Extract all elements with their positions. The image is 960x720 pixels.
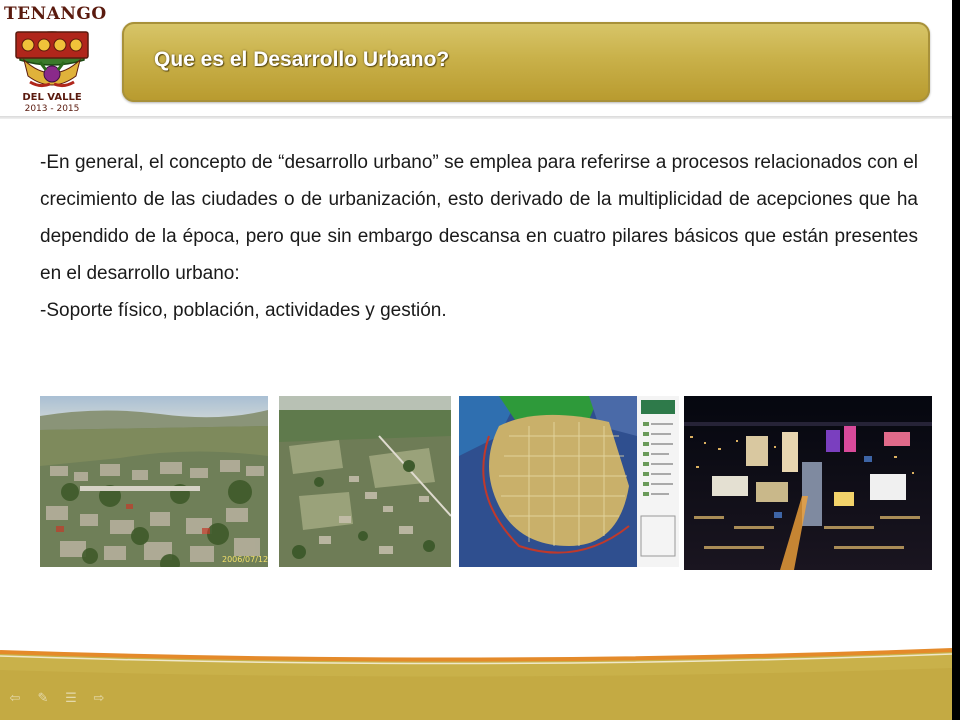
previous-slide-icon[interactable]: ⇦ [9,691,21,706]
next-slide-icon[interactable]: ⇨ [93,691,105,706]
footer-decorative-band [0,640,952,720]
logo-bottom-text: DEL VALLE [22,92,82,103]
aerial-city-valley-photo [40,396,268,567]
slideshow-controls [6,690,108,708]
slide-menu-icon[interactable]: ☰ [65,691,77,706]
aerial-town-fields-photo [279,396,451,567]
slide-body [40,144,918,329]
window-edge [952,0,960,720]
pen-tool-icon[interactable]: ✎ [37,691,49,706]
photo-timestamp: 2006/07/12 [222,555,268,564]
logo-years-text: 2013 - 2015 [24,104,80,114]
body-paragraph-1: -En general, el concepto de “desarrollo urbano” se emplea para referirse a procesos relacionados con el crecimiento de las ciudades o de urbanización, esto derivado de la multiplicidad de acepciones que ha dependido de la época, pero que sin embargo descansa en cuatro pilares básicos que están presentes en el desarrollo urbano: [40,152,918,284]
night-city-lights-photo [684,396,932,570]
tenango-del-valle-logo [4,4,107,116]
urban-development-plan-map [459,396,679,567]
header-divider [0,116,952,119]
slide-title: Que es el Desarrollo Urbano? [154,48,450,71]
tenango-emblem-icon [10,26,94,94]
logo-top-text: TENANGO [4,4,107,24]
title-banner [122,22,930,102]
body-paragraph-2: -Soporte físico, población, actividades y gestión. [40,300,447,321]
